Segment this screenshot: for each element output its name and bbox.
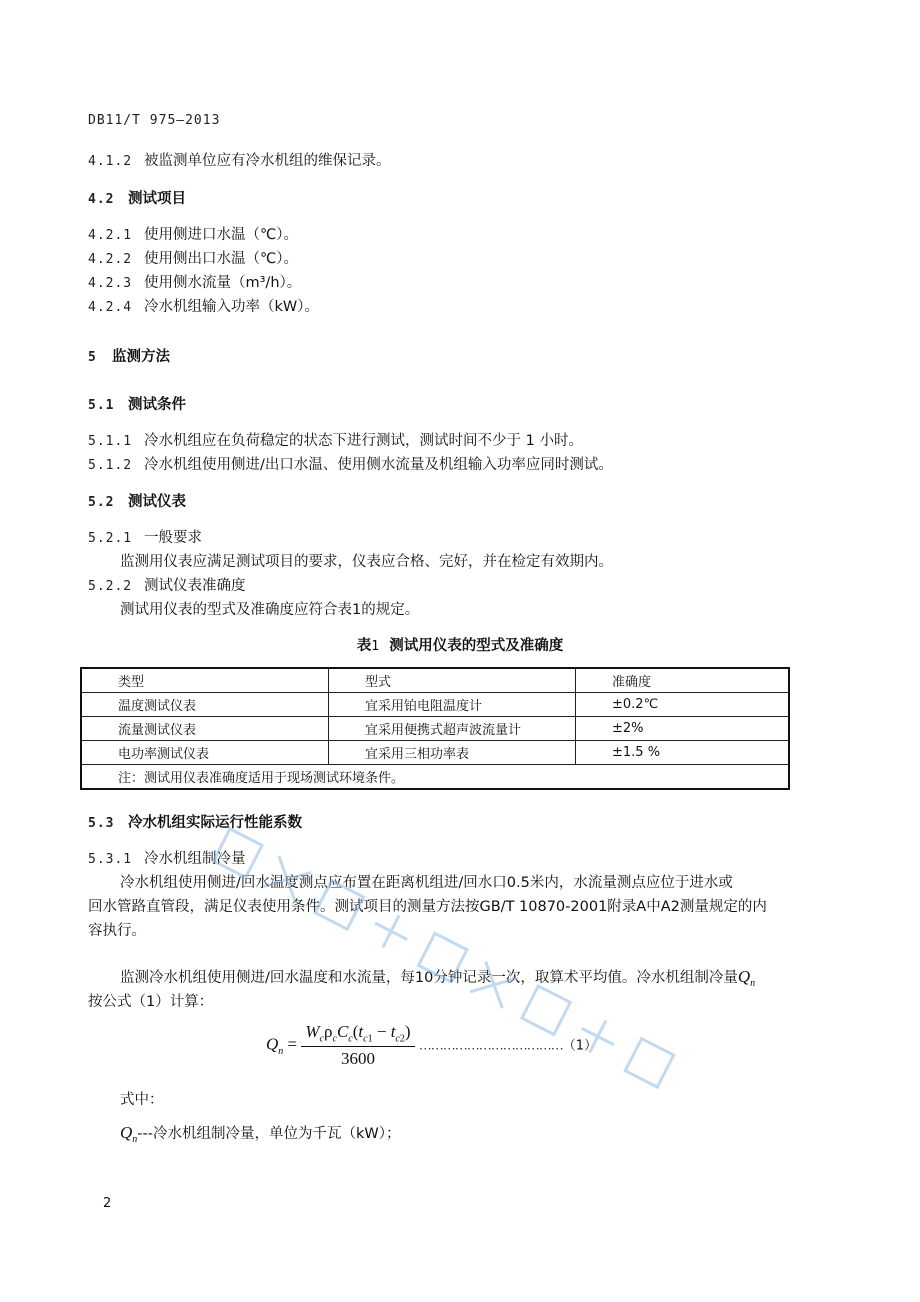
body-line: 冷水机组使用侧进/回水温度测点应布置在距离机组进/回水口0.5米内，水流量测点应位于进水或 — [120, 875, 733, 891]
variable-Q: Q — [737, 967, 751, 986]
clause-number: 5.2.2 — [88, 579, 133, 594]
clause-text: 冷水机组输入功率（kW）。 — [144, 299, 319, 315]
clause-5-1-2 — [88, 453, 613, 474]
body-line: 按公式（1）计算： — [88, 994, 214, 1010]
formula-lhs-sub: n — [278, 1046, 284, 1057]
body-line: 回水管路直管段，满足仪表使用条件。测试项目的测量方法按GB/T 10870-2001附录A中A2测量规定的内 — [88, 899, 767, 915]
table-title — [0, 634, 920, 655]
clause-text: 冷水机组使用侧进/出口水温、使用侧水流量及机组输入功率应同时测试。 — [144, 457, 613, 473]
section-number: 5.3 — [88, 816, 115, 831]
document-header: DB11/T 975—2013 — [88, 113, 221, 128]
section-number: 5.2 — [88, 495, 115, 510]
clause-text: 使用侧进口水温（℃）。 — [144, 227, 299, 243]
section-5 — [88, 345, 170, 366]
table-title-text: 测试用仪表的型式及准确度 — [389, 638, 564, 654]
header-cell-model: 型式 — [329, 668, 576, 693]
clause-text: 测试仪表准确度 — [144, 578, 246, 594]
clause-number: 4.2.2 — [88, 252, 133, 267]
formula-numerator: $W_c\rho_cC_c(t_{c1} - t_{c2})$ — [301, 1022, 414, 1047]
table-cell: 流量测试仪表 — [81, 717, 329, 741]
section-5-3 — [88, 811, 302, 832]
where-label: 式中： — [120, 1092, 164, 1108]
clause-number: 5.1.1 — [88, 434, 133, 449]
section-title: 测试条件 — [128, 397, 186, 413]
table-cell: ±0.2℃ — [576, 693, 790, 717]
clause-text: 使用侧水流量（m³/h）。 — [144, 275, 302, 291]
formula-1: $Q_n$ = $\frac{W_c\rho_cC_c(t_{c1} - t_{c2})}{3600}$ ………………………………（1） — [266, 1022, 598, 1069]
body-line: 容执行。 — [88, 923, 146, 939]
table-cell: 温度测试仪表 — [81, 693, 329, 717]
header-cell-accuracy: 准确度 — [576, 668, 790, 693]
formula-number: （1） — [562, 1038, 598, 1054]
paragraph-5-2-1: 监测用仪表应满足测试项目的要求，仪表应合格、完好，并在检定有效期内。 — [120, 554, 613, 570]
clause-text: 冷水机组制冷量 — [144, 851, 246, 867]
clause-4-2-2 — [88, 247, 298, 268]
body-text: 监测冷水机组使用侧进/回水温度和水流量，每10分钟记录一次，取算术平均值。冷水机组制冷量 — [120, 970, 738, 986]
page-number: 2 — [103, 1196, 112, 1211]
header-cell-type: 类型 — [81, 668, 329, 693]
clause-text: 一般要求 — [144, 530, 202, 546]
formula-leader-dots: ……………………………… — [418, 1037, 563, 1053]
definition-subscript: n — [132, 1133, 138, 1145]
formula-lhs: Q — [266, 1034, 279, 1054]
section-5-2 — [88, 490, 186, 511]
section-4-2 — [88, 187, 186, 208]
table-row — [81, 741, 789, 765]
clause-number: 5.1.2 — [88, 458, 133, 473]
clause-number: 5.3.1 — [88, 852, 133, 867]
clause-5-2-2 — [88, 574, 246, 595]
section-5-1 — [88, 393, 186, 414]
section-title: 测试项目 — [128, 191, 186, 207]
clause-5-1-1 — [88, 429, 583, 450]
table-cell: ±1.5 % — [576, 741, 790, 765]
clause-number: 4.1.2 — [88, 154, 133, 169]
table-cell: 宜采用三相功率表 — [329, 741, 576, 765]
table-note-row — [81, 765, 789, 790]
clause-4-1-2 — [88, 149, 391, 170]
table-header-row — [81, 668, 789, 693]
clause-number: 4.2.3 — [88, 276, 133, 291]
table-title-prefix: 表 — [356, 638, 372, 654]
definition-text: ---冷水机组制冷量，单位为千瓦（kW）； — [137, 1126, 401, 1142]
clause-number: 4.2.1 — [88, 228, 133, 243]
formula-fraction — [301, 1022, 414, 1069]
clause-5-2-1 — [88, 526, 202, 547]
table-cell: 宜采用铂电阻温度计 — [329, 693, 576, 717]
section-title: 测试仪表 — [128, 494, 186, 510]
table-title-number: 1 — [371, 639, 380, 654]
clause-4-2-4 — [88, 295, 319, 316]
clause-number: 5.2.1 — [88, 531, 133, 546]
clause-text: 使用侧出口水温（℃）。 — [144, 251, 299, 267]
clause-text: 被监测单位应有冷水机组的维保记录。 — [144, 153, 391, 169]
section-number: 5.1 — [88, 398, 115, 413]
section-title: 冷水机组实际运行性能系数 — [128, 815, 302, 831]
table-row — [81, 717, 789, 741]
clause-4-2-1 — [88, 223, 298, 244]
variable-subscript: n — [750, 977, 756, 989]
table-note: 注：测试用仪表准确度适用于现场测试环境条件。 — [81, 765, 789, 790]
section-number: 4.2 — [88, 192, 115, 207]
clause-text: 冷水机组应在负荷稳定的状态下进行测试，测试时间不少于 1 小时。 — [144, 433, 583, 449]
instrument-table — [80, 667, 790, 790]
definition-variable: Q — [120, 1123, 133, 1142]
table-row — [81, 693, 789, 717]
table-cell: 电功率测试仪表 — [81, 741, 329, 765]
formula-denominator: 3600 — [340, 1049, 375, 1069]
section-number: 5 — [88, 350, 97, 365]
clause-4-2-3 — [88, 271, 301, 292]
table-cell: ±2% — [576, 717, 790, 741]
variable-definition — [120, 1122, 400, 1145]
paragraph-5-2-2: 测试用仪表的型式及准确度应符合表1的规定。 — [120, 602, 420, 618]
clause-number: 4.2.4 — [88, 300, 133, 315]
table-cell: 宜采用便携式超声波流量计 — [329, 717, 576, 741]
section-title: 监测方法 — [112, 349, 170, 365]
